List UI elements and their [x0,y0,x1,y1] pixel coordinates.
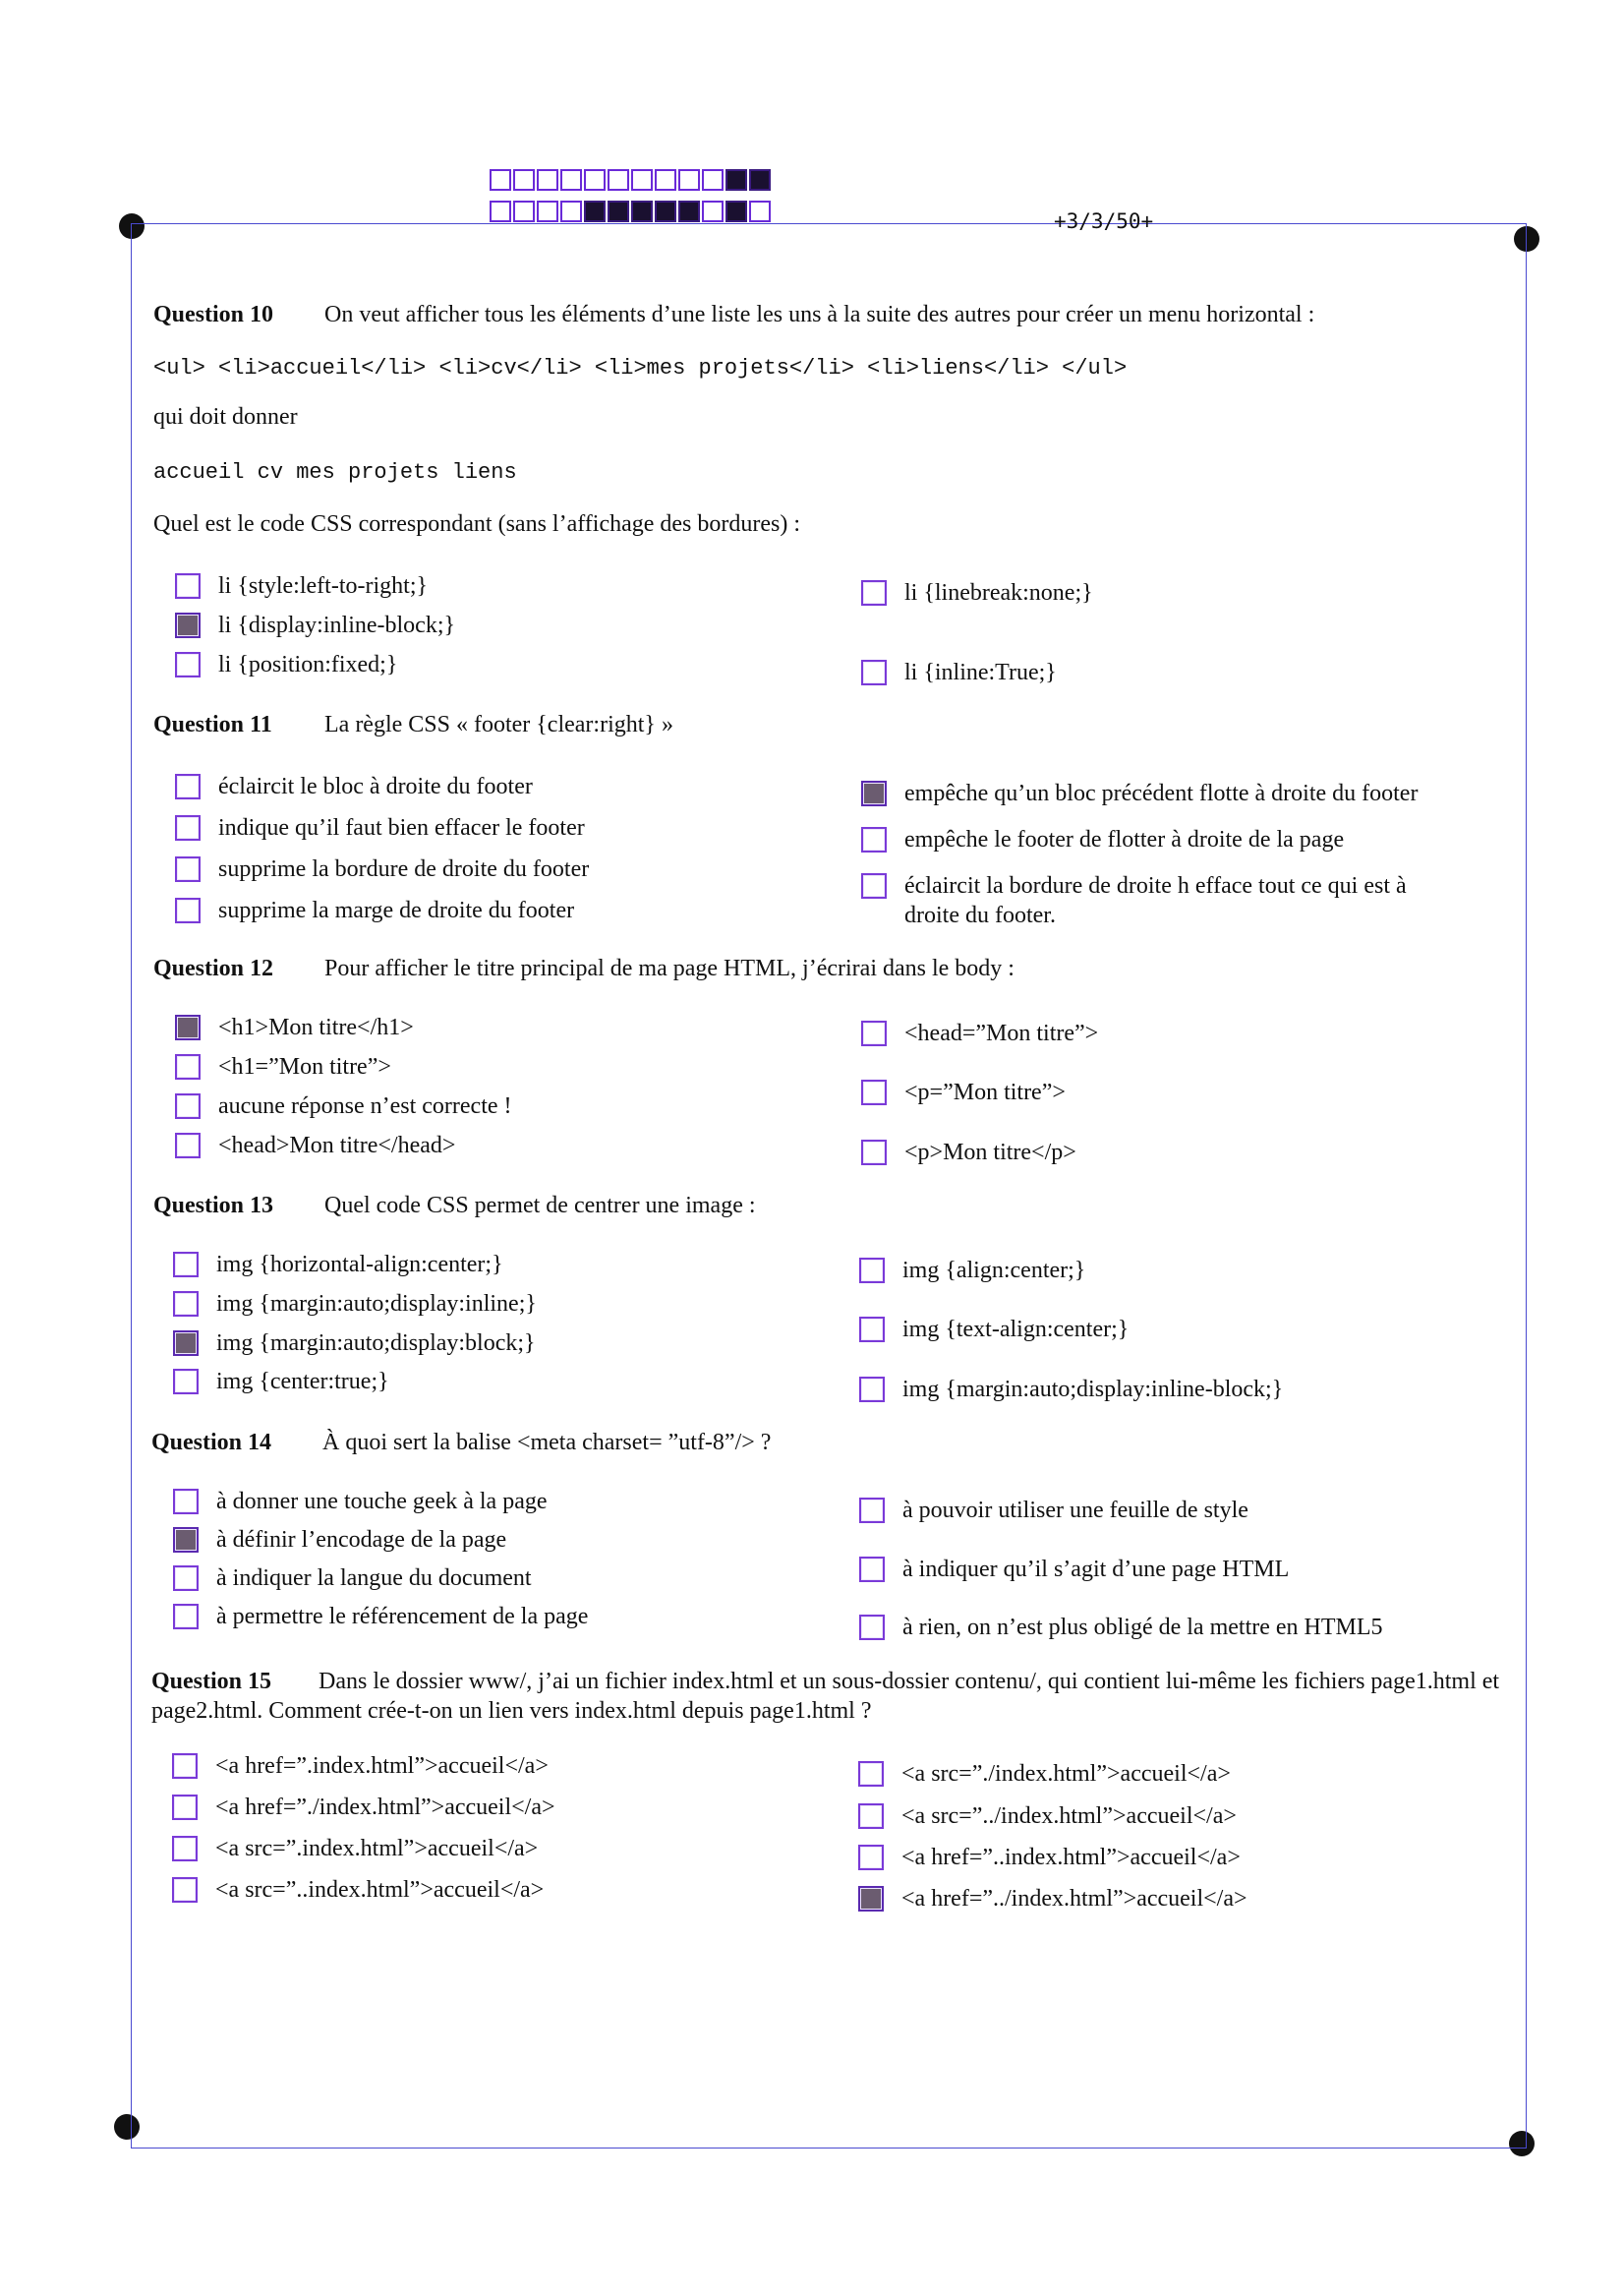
answer-option[interactable] [858,1884,1247,1913]
barcode-cell [655,169,676,191]
answer-label: supprime la marge de droite du footer [218,898,575,923]
answer-label: img {margin:auto;display:inline-block;} [902,1377,1284,1402]
question-text: Dans le dossier www/, j’ai un fichier index.html et un sous-dossier contenu/, qui contient lui-même les fichiers page1.html et page2.html. Comment crée-t-on un lien vers index.html depuis page1.html ? [151,1669,1500,1724]
barcode-cell [749,169,771,191]
checkbox[interactable] [172,1795,198,1820]
answer-label: <p=”Mon titre”> [904,1080,1066,1105]
question-text-3: Quel est le code CSS correspondant (sans l’affichage des bordures) : [153,511,801,537]
answer-label: <head>Mon titre</head> [218,1133,456,1158]
question-label: Question 12 [153,956,274,981]
checkbox[interactable] [861,660,887,685]
answer-option[interactable] [861,825,1344,854]
question-11 [153,710,1500,739]
answer-label: éclaircit le bloc à droite du footer [218,774,533,799]
answer-option[interactable] [859,1315,1129,1344]
answer-label: empêche le footer de flotter à droite de la page [904,827,1345,853]
question-14 [151,1428,1498,1457]
barcode-cell [702,169,724,191]
answer-option[interactable] [173,1602,588,1631]
answer-label: img {margin:auto;display:inline;} [216,1291,537,1317]
checkbox[interactable] [861,873,887,899]
answer-label: li {linebreak:none;} [904,580,1093,606]
answer-label: img {align:center;} [902,1258,1086,1283]
answer-label: à permettre le référencement de la page [216,1604,589,1629]
barcode-cell [608,169,629,191]
question-label: Question 13 [153,1193,274,1218]
checkbox[interactable] [861,1021,887,1046]
checkbox[interactable] [859,1377,885,1402]
checkbox[interactable] [858,1886,884,1912]
question-label: Question 11 [153,712,272,737]
checkbox[interactable] [861,781,887,806]
answer-option[interactable] [175,813,585,843]
answer-option[interactable] [861,578,1093,608]
answer-option[interactable] [859,1496,1248,1525]
checkbox[interactable] [175,652,201,677]
barcode-cell [631,201,653,222]
question-label: Question 10 [153,302,274,327]
answer-option[interactable] [861,1138,1076,1167]
checkbox[interactable] [175,573,201,599]
checkbox[interactable] [858,1761,884,1787]
answer-option[interactable] [861,658,1057,687]
barcode-cell [678,169,700,191]
barcode-row-2 [490,201,773,222]
answer-option[interactable] [175,611,455,640]
answer-option[interactable] [173,1563,532,1593]
answer-option[interactable] [861,871,1407,930]
checkbox[interactable] [175,898,201,923]
question-10 [153,300,1500,329]
question-text: À quoi sert la balise <meta charset= ”utf-8”/> ? [322,1430,772,1455]
answer-option[interactable] [175,854,589,884]
barcode-cell [490,169,511,191]
checkbox[interactable] [175,856,201,882]
question-text: Pour afficher le titre principal de ma page HTML, j’écrirai dans le body : [324,956,1015,981]
answer-option[interactable] [173,1487,548,1516]
checkbox[interactable] [173,1604,199,1629]
barcode-cell [584,169,606,191]
answer-option[interactable] [858,1843,1241,1872]
checkbox[interactable] [172,1753,198,1779]
checkbox[interactable] [859,1258,885,1283]
answer-label: à indiquer qu’il s’agit d’une page HTML [902,1557,1290,1582]
answer-option[interactable] [861,779,1418,808]
answer-label: li {display:inline-block;} [218,613,456,638]
checkbox[interactable] [861,580,887,606]
checkbox[interactable] [858,1845,884,1870]
question-text: La règle CSS « footer {clear:right} » [324,712,673,737]
question-13 [153,1191,1500,1220]
answer-option[interactable] [173,1328,536,1358]
answer-label: li {style:left-to-right;} [218,573,428,599]
checkbox[interactable] [175,1015,201,1040]
checkbox[interactable] [175,1133,201,1158]
barcode-cell [537,201,558,222]
barcode-cell [584,201,606,222]
answer-label: img {text-align:center;} [902,1317,1130,1342]
checkbox[interactable] [173,1489,199,1514]
answer-option[interactable] [175,1052,391,1082]
question-label: Question 15 [151,1669,272,1694]
answer-label: aucune réponse n’est correcte ! [218,1093,512,1119]
answer-option[interactable] [173,1250,503,1279]
checkbox[interactable] [175,613,201,638]
answer-label: <a href=”..index.html”>accueil</a> [901,1845,1241,1870]
answer-label: <a src=”..index.html”>accueil</a> [215,1877,545,1903]
answer-label: indique qu’il faut bien effacer le footer [218,815,585,841]
answer-option[interactable] [859,1375,1283,1404]
checkbox[interactable] [175,1093,201,1119]
checkbox[interactable] [172,1836,198,1861]
answer-option[interactable] [173,1525,506,1555]
answer-label: img {horizontal-align:center;} [216,1252,503,1277]
answer-option[interactable] [859,1555,1289,1584]
checkbox[interactable] [173,1565,199,1591]
barcode-cell [725,169,747,191]
answer-label: <p>Mon titre</p> [904,1140,1076,1165]
answer-label: empêche qu’un bloc précédent flotte à droite du footer [904,781,1419,806]
checkbox[interactable] [175,815,201,841]
page-id: +3/3/50+ [1054,209,1154,233]
answer-label: à donner une touche geek à la page [216,1489,548,1514]
answer-label: à définir l’encodage de la page [216,1527,507,1553]
answer-label: <a src=”./index.html”>accueil</a> [901,1761,1231,1787]
answer-option[interactable] [172,1751,549,1781]
answer-option[interactable] [859,1613,1383,1642]
answer-label: li {inline:True;} [904,660,1057,685]
answer-label: à rien, on n’est plus obligé de la mettre en HTML5 [902,1615,1383,1640]
answer-option[interactable] [173,1289,537,1319]
barcode-cell [608,201,629,222]
question-label: Question 14 [151,1430,272,1455]
barcode-cell [631,169,653,191]
checkbox[interactable] [173,1330,199,1356]
checkbox[interactable] [859,1557,885,1582]
barcode-cell [560,201,582,222]
barcode-cell [490,201,511,222]
answer-label: <a href=”./index.html”>accueil</a> [215,1795,555,1820]
checkbox[interactable] [859,1615,885,1640]
answer-option[interactable] [175,1013,414,1042]
answer-option[interactable] [175,1091,512,1121]
answer-option[interactable] [175,650,397,679]
question-text: On veut afficher tous les éléments d’une liste les uns à la suite des autres pour créer un menu horizontal : [324,302,1315,327]
question-text-2: qui doit donner [153,404,298,430]
barcode-cell [725,201,747,222]
answer-label: <a href=”.index.html”>accueil</a> [215,1753,549,1779]
answer-option[interactable] [861,1019,1098,1048]
code-output: accueil cv mes projets liens [153,460,517,485]
checkbox[interactable] [173,1369,199,1394]
answer-label: img {center:true;} [216,1369,389,1394]
answer-option[interactable] [173,1367,389,1396]
answer-label: <a href=”../index.html”>accueil</a> [901,1886,1247,1912]
answer-label: à indiquer la langue du document [216,1565,532,1591]
question-text: Quel code CSS permet de centrer une image : [324,1193,756,1218]
answer-label: à pouvoir utiliser une feuille de style [902,1498,1248,1523]
barcode-cell [513,169,535,191]
checkbox[interactable] [861,1140,887,1165]
answer-label: <h1>Mon titre</h1> [218,1015,414,1040]
answer-option[interactable] [172,1875,544,1905]
question-15 [151,1667,1503,1726]
answer-label: éclaircit la bordure de droite h efface tout ce qui est à droite du footer. [904,873,1407,928]
answer-label: <h1=”Mon titre”> [218,1054,391,1080]
barcode-cell [537,169,558,191]
answer-label: supprime la bordure de droite du footer [218,856,590,882]
barcode-cell [655,201,676,222]
answer-label: <a src=”.index.html”>accueil</a> [215,1836,539,1861]
barcode-cell [702,201,724,222]
answer-option[interactable] [175,772,533,801]
answer-option[interactable] [175,571,428,601]
checkbox[interactable] [175,774,201,799]
answer-option[interactable] [859,1256,1085,1285]
checkbox[interactable] [175,1054,201,1080]
answer-option[interactable] [172,1793,555,1822]
barcode-cell [513,201,535,222]
answer-option[interactable] [858,1801,1237,1831]
answer-option[interactable] [861,1078,1066,1107]
answer-option[interactable] [175,1131,455,1160]
question-12 [153,954,1500,983]
barcode-row-1 [490,169,773,191]
barcode-cell [749,201,771,222]
checkbox[interactable] [173,1252,199,1277]
checkbox[interactable] [859,1317,885,1342]
answer-option[interactable] [858,1759,1231,1789]
answer-label: <a src=”../index.html”>accueil</a> [901,1803,1237,1829]
checkbox[interactable] [861,1080,887,1105]
barcode-cell [560,169,582,191]
checkbox[interactable] [173,1527,199,1553]
answer-option[interactable] [172,1834,538,1863]
code-snippet: <ul> <li>accueil</li> <li>cv</li> <li>mes projets</li> <li>liens</li> </ul> [153,356,1128,381]
checkbox[interactable] [859,1498,885,1523]
checkbox[interactable] [858,1803,884,1829]
checkbox[interactable] [173,1291,199,1317]
answer-option[interactable] [175,896,574,925]
answer-label: img {margin:auto;display:block;} [216,1330,536,1356]
answer-label: <head=”Mon titre”> [904,1021,1099,1046]
checkbox[interactable] [861,827,887,853]
answer-label: li {position:fixed;} [218,652,398,677]
barcode-cell [678,201,700,222]
checkbox[interactable] [172,1877,198,1903]
